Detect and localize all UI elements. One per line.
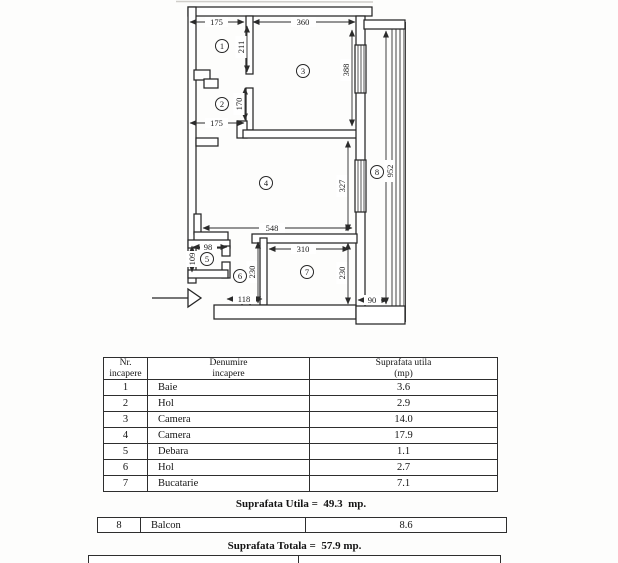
svg-text:6: 6 — [237, 271, 243, 281]
area-table — [103, 357, 498, 492]
scan-smudge — [176, 2, 373, 3]
partial-table — [88, 555, 501, 563]
room-area: 3.6 — [310, 380, 498, 396]
svg-text:109: 109 — [187, 252, 197, 266]
svg-text:175: 175 — [210, 17, 223, 27]
room-name: Balcon — [141, 518, 306, 533]
svg-text:118: 118 — [237, 294, 251, 304]
svg-text:8: 8 — [374, 167, 380, 177]
svg-text:230: 230 — [247, 265, 257, 279]
room-nr: 4 — [104, 428, 148, 444]
room-nr: 8 — [98, 518, 141, 533]
table-row — [104, 380, 498, 396]
room-name: Camera — [148, 412, 310, 428]
dim-camera4-depth — [337, 141, 349, 231]
svg-text:1: 1 — [219, 41, 225, 51]
suprafata-totala-line: Suprafata Totala = 57.9 mp. — [227, 540, 362, 552]
room-number-8 — [371, 166, 384, 179]
table-row — [104, 428, 498, 444]
walls — [188, 7, 405, 324]
room-name: Baie — [148, 380, 310, 396]
room-nr: 2 — [104, 396, 148, 412]
svg-text:98: 98 — [203, 242, 213, 252]
header-line: Suprafata utila — [375, 358, 432, 368]
room-number-1 — [216, 40, 229, 53]
header-line: (mp) — [394, 368, 413, 379]
svg-text:2: 2 — [219, 99, 225, 109]
dim-hol2-width — [190, 118, 244, 128]
partial-table-divider — [298, 556, 299, 563]
svg-text:548: 548 — [265, 223, 279, 233]
header-denumire — [148, 358, 310, 380]
room-nr: 5 — [104, 444, 148, 460]
svg-text:952: 952 — [385, 164, 395, 178]
room-area: 17.9 — [310, 428, 498, 444]
header-suprafata — [310, 358, 498, 380]
room-area: 14.0 — [310, 412, 498, 428]
room-name: Debara — [148, 444, 310, 460]
room-area: 2.9 — [310, 396, 498, 412]
svg-text:360: 360 — [296, 17, 310, 27]
svg-text:310: 310 — [296, 244, 310, 254]
table-row — [104, 460, 498, 476]
room-nr: 6 — [104, 460, 148, 476]
entrance-arrow — [152, 289, 201, 307]
svg-text:230: 230 — [337, 266, 347, 280]
header-nr-incapere — [104, 358, 148, 380]
room-area: 1.1 — [310, 444, 498, 460]
room-area: 8.6 — [306, 518, 507, 533]
header-line: Denumire — [209, 358, 248, 368]
room-name: Hol — [148, 396, 310, 412]
svg-text:170: 170 — [234, 97, 244, 111]
room-nr: 7 — [104, 476, 148, 492]
room-area: 2.7 — [310, 460, 498, 476]
svg-text:3: 3 — [300, 66, 306, 76]
suprafata-utila-line: Suprafata Utila = 49.3 mp. — [235, 498, 367, 510]
dim-camera3-width — [253, 17, 355, 27]
svg-text:211: 211 — [236, 40, 246, 54]
room-nr: 3 — [104, 412, 148, 428]
dim-hol6-width — [227, 294, 262, 304]
table-row — [98, 518, 507, 533]
table-row — [104, 396, 498, 412]
svg-text:327: 327 — [337, 179, 347, 193]
dim-bucatarie-depth — [337, 243, 349, 304]
header-line: incapere — [109, 368, 142, 379]
header-line: incapere — [212, 368, 245, 379]
room-number-7 — [301, 266, 314, 279]
room-name: Bucatarie — [148, 476, 310, 492]
room-number-3 — [297, 65, 310, 78]
svg-text:388: 388 — [341, 63, 351, 77]
window-symbol — [355, 45, 366, 93]
header-line: Nr. — [119, 358, 132, 368]
room-nr: 1 — [104, 380, 148, 396]
svg-text:7: 7 — [304, 267, 310, 277]
table-row — [104, 444, 498, 460]
svg-text:175: 175 — [210, 118, 223, 128]
room-name: Camera — [148, 428, 310, 444]
dim-baie-depth — [236, 26, 248, 72]
room-number-4 — [260, 177, 273, 190]
room-name: Hol — [148, 460, 310, 476]
table-row — [104, 412, 498, 428]
dim-bucatarie-width — [269, 244, 349, 254]
room-number-6 — [234, 270, 247, 283]
room-number-5 — [201, 253, 214, 266]
svg-text:4: 4 — [263, 178, 269, 188]
svg-text:5: 5 — [204, 254, 210, 264]
svg-text:90: 90 — [367, 295, 377, 305]
table-row — [104, 476, 498, 492]
dim-camera3-depth — [341, 30, 353, 126]
table-header-row — [104, 358, 498, 380]
balcon-table — [97, 517, 507, 533]
window-symbol — [355, 160, 366, 212]
dim-balcon-length — [385, 31, 396, 304]
room-number-2 — [216, 98, 229, 111]
dim-baie-width — [190, 17, 244, 27]
dim-hol2-depth — [234, 88, 246, 120]
room-area: 7.1 — [310, 476, 498, 492]
